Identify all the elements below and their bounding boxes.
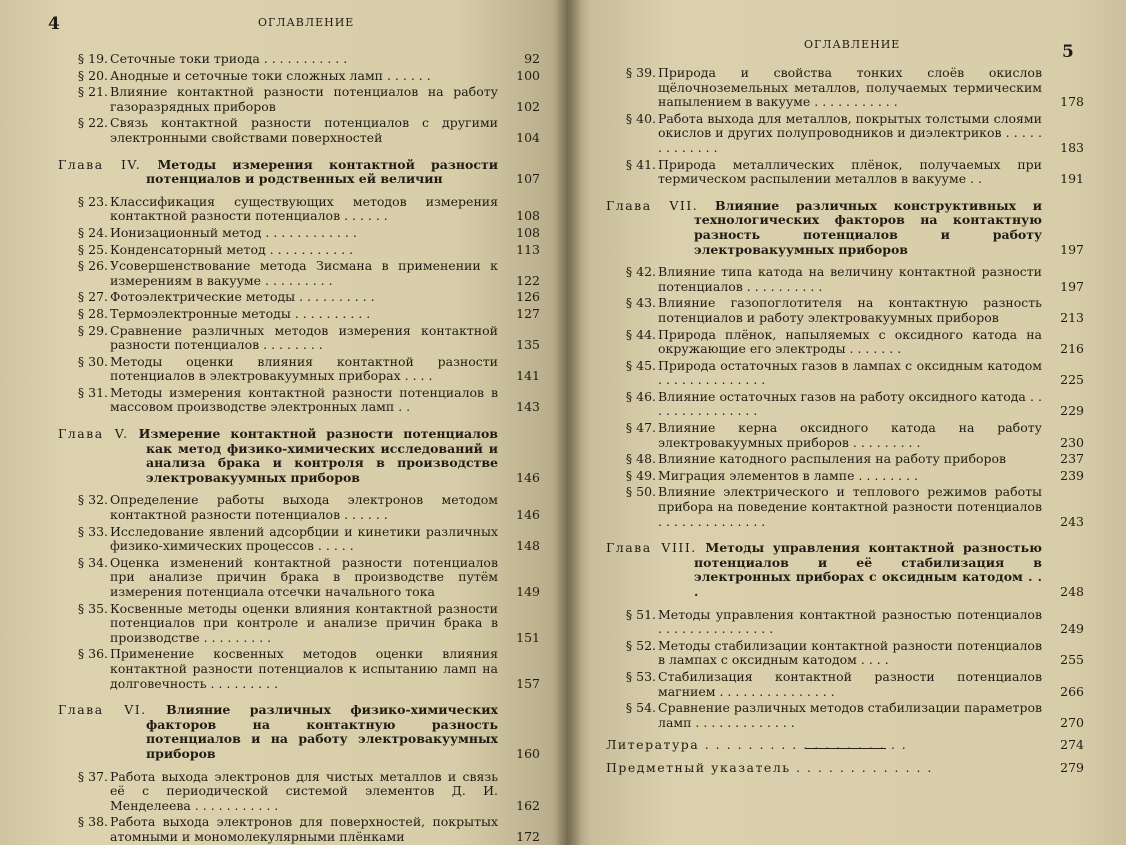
toc-section-entry (58, 52, 540, 67)
entry-title: Ионизационный метод . . . . . . . . . . . . (110, 224, 357, 240)
page-ref: 225 (1060, 372, 1084, 388)
toc-section-entry (58, 195, 540, 224)
toc-chapter-entry (58, 703, 540, 761)
section-number: § 19. (77, 51, 108, 66)
chapter-label: Глава IV. (58, 156, 142, 172)
section-number: § 52. (625, 637, 656, 653)
toc-section-entry (606, 452, 1084, 467)
toc-section-entry (58, 556, 540, 600)
entry-title: Применение косвенных методов оценки влияния контактной разности потенциалов к испытанию ламп на долговечность . . . . . . . . . (110, 646, 498, 691)
entry-title: Влияние катодного распыления на работу приборов (658, 451, 1007, 467)
page-ref: 143 (516, 399, 540, 415)
page-ref: 197 (1060, 241, 1084, 257)
entry-title: Влияние керна оксидного катода на работу электровакуумных приборов . . . . . . . . . (658, 420, 1042, 450)
section-number: § 27. (77, 289, 108, 305)
entry-title: Природа остаточных газов в лампах с оксидным катодом . . . . . . . . . . . . . . (658, 357, 1042, 388)
toc-section-entry (606, 670, 1084, 699)
page-ref: 157 (516, 675, 540, 691)
chapter-text: Методы управления контактной разностью потенциалов и её стабилизация в электронных приборах с оксидным катодом . . . (694, 540, 1042, 599)
entry-title: Природа металлических плёнок, получаемых при термическом распылении металлов в вакууме . . (658, 156, 1042, 187)
entry-title: Конденсаторный метод . . . . . . . . . . . (110, 241, 354, 257)
toc-chapter-entry (58, 427, 540, 485)
entry-title: Методы измерения контактной разности потенциалов в массовом производстве электронных ламп . . (110, 384, 498, 415)
page-ref: 243 (1060, 513, 1084, 529)
entry-title: Сравнение различных методов измерения контактной разности потенциалов . . . . . . . . (110, 322, 498, 353)
toc-section-entry (606, 639, 1084, 668)
page-ref: 191 (1060, 171, 1084, 187)
entry-title: Фотоэлектрические методы . . . . . . . . . . (110, 289, 375, 305)
toc-section-entry (58, 355, 540, 384)
toc-section-entry (606, 112, 1084, 156)
chapter-title (58, 427, 540, 485)
toc-section-entry (58, 324, 540, 353)
page-ref: 172 (516, 828, 540, 844)
entry-title: Связь контактной разности потенциалов с другими электронными свойствами поверхностей (110, 115, 498, 145)
section-number: § 31. (77, 384, 108, 400)
page-ref: 108 (516, 224, 540, 240)
chapter-text: Методы измерения контактной разности потенциалов и родственных ей величин (146, 156, 498, 187)
section-number: § 38. (77, 814, 108, 830)
entry-title: Оценка изменений контактной разности потенциалов при анализе причин брака в производстве путём измерения потенциала отсечки начального тока (110, 554, 498, 599)
page-ref: 230 (1060, 434, 1084, 450)
section-number: § 51. (625, 606, 656, 622)
page-ref: 183 (1060, 139, 1084, 155)
section-number: § 40. (625, 110, 656, 126)
section-number: § 20. (77, 67, 108, 83)
section-number: § 46. (625, 388, 656, 404)
page-ref: 151 (516, 629, 540, 645)
entry-title: Методы стабилизации контактной разности потенциалов в лампах с оксидным катодом . . . . (658, 637, 1042, 668)
toc-chapter-entry (58, 158, 540, 187)
section-number: § 47. (625, 420, 656, 436)
page-number: 4 (48, 14, 60, 34)
page-ref: 146 (516, 469, 540, 485)
toc-section-entry (58, 815, 540, 844)
entry-title: Влияние типа катода на величину контактной разности потенциалов . . . . . . . . . . (658, 264, 1042, 294)
chapter-title (606, 541, 1084, 599)
page-ref: 255 (1060, 652, 1084, 668)
section-number: § 32. (77, 492, 108, 508)
entry-title: Работа выхода электронов для поверхностей, покрытых атомными и мономолекулярными плёнками (110, 814, 498, 844)
book-gutter (556, 0, 582, 845)
page-ref: 126 (516, 289, 540, 305)
toc-section-entry (58, 290, 540, 305)
entry-title: Исследование явлений адсорбции и кинетики различных физико-химических процессов . . . . . (110, 523, 498, 554)
section-number: § 36. (77, 646, 108, 662)
entry-title: Природа и свойства тонких слоёв окислов щёлочноземельных металлов, получаемых термическим напылением в вакууме . . . . . . . . . . . (658, 65, 1042, 110)
page-ref: 122 (516, 272, 540, 288)
section-number: § 54. (625, 700, 656, 716)
entry-title: Методы управления контактной разностью потенциалов . . . . . . . . . . . . . . . (658, 606, 1042, 637)
chapter-title (606, 199, 1084, 257)
section-number: § 33. (77, 523, 108, 539)
entry-title: Миграция элементов в лампе . . . . . . . . (658, 467, 919, 483)
section-number: § 22. (77, 115, 108, 131)
page-ref: 107 (516, 171, 540, 187)
page-ref: 141 (516, 368, 540, 384)
entry-title: Работа выхода электронов для чистых металлов и связь её с периодической системой элементов Д. И. Менделеева . . . . . . . . . . . (110, 768, 498, 813)
page-ref: 237 (1060, 451, 1084, 467)
toc-list-left (58, 52, 540, 845)
toc-section-entry (58, 602, 540, 646)
page-ref: 146 (516, 507, 540, 523)
closing-rule (806, 748, 886, 749)
running-head: ОГЛАВЛЕНИЕ (804, 38, 901, 51)
toc-section-entry (606, 390, 1084, 419)
section-number: § 44. (625, 326, 656, 342)
section-number: § 39. (625, 65, 656, 80)
entry-title: Влияние электрического и теплового режимов работы прибора на поведение контактной разности потенциалов . . . . . . . . . . . . . . (658, 484, 1042, 529)
page-ref: 92 (524, 51, 540, 66)
section-number: § 34. (77, 554, 108, 570)
chapter-text: Влияние различных конструктивных и технологических факторов на контактную разность потенциалов и работу электровакуумных приборов (694, 197, 1043, 257)
entry-title: Косвенные методы оценки влияния контактной разности потенциалов при контроле и анализе причин брака в производстве . . . . . . . . . (110, 600, 498, 645)
page-ref: 248 (1060, 584, 1084, 599)
right-page (568, 0, 1126, 845)
page-ref: 148 (516, 538, 540, 554)
section-number: § 45. (625, 357, 656, 373)
chapter-label: Глава V. (58, 426, 129, 442)
entry-title: Влияние остаточных газов на работу оксидного катода . . . . . . . . . . . . . . . (658, 388, 1042, 419)
page-ref: 213 (1060, 309, 1084, 325)
page-ref: 266 (1060, 683, 1084, 699)
entry-title: Литература . . . . . . . . . . . . . . . . . . . (606, 737, 908, 753)
section-number: § 26. (77, 258, 108, 274)
toc-list-right (606, 66, 1084, 778)
page-number: 5 (1062, 42, 1074, 62)
page-ref: 216 (1060, 341, 1084, 357)
entry-title: Природа плёнок, напыляемых с оксидного катода на окружающие его электроды . . . . . . . (658, 326, 1042, 357)
entry-title: Сеточные токи триода . . . . . . . . . . . (110, 51, 348, 66)
chapter-label: Глава VIII. (606, 540, 697, 556)
toc-section-entry (606, 701, 1084, 730)
section-number: § 24. (77, 224, 108, 240)
toc-section-entry (58, 493, 540, 522)
section-number: § 53. (625, 668, 656, 684)
toc-section-entry (58, 647, 540, 691)
page-ref: 279 (1060, 759, 1084, 775)
section-number: § 28. (77, 305, 108, 321)
toc-section-entry (58, 226, 540, 241)
section-number: § 30. (77, 353, 108, 369)
running-head: ОГЛАВЛЕНИЕ (258, 16, 355, 29)
section-number: § 37. (77, 768, 108, 784)
page-ref: 197 (1060, 278, 1084, 294)
toc-section-entry (606, 608, 1084, 637)
toc-section-entry (58, 525, 540, 554)
toc-chapter-entry (606, 199, 1084, 257)
page-ref: 270 (1060, 714, 1084, 730)
entry-title: Предметный указатель . . . . . . . . . . . . . (606, 759, 933, 775)
entry-title: Стабилизация контактной разности потенциалов магнием . . . . . . . . . . . . . . . (658, 668, 1042, 699)
entry-title: Методы оценки влияния контактной разности потенциалов в электровакуумных приборах . . . . (110, 353, 498, 384)
chapter-text: Влияние различных физико-химических факторов на контактную разность потенциалов и на работу электровакуумных приборов (146, 702, 498, 761)
toc-section-entry (606, 328, 1084, 357)
toc-section-entry (58, 243, 540, 258)
toc-section-entry (58, 770, 540, 814)
section-number: § 41. (625, 156, 656, 172)
chapter-title (58, 158, 540, 187)
chapter-text: Измерение контактной разности потенциалов как метод физико-химических исследований и анализа брака и контроля в производстве электровакуумных приборов (138, 426, 498, 485)
entry-title: Влияние газопоглотителя на контактную разность потенциалов и работу электровакуумных приборов (658, 295, 1042, 325)
toc-section-entry (606, 359, 1084, 388)
entry-title: Влияние контактной разности потенциалов на работу газоразрядных приборов (110, 84, 498, 114)
toc-section-entry (58, 116, 540, 145)
chapter-label: Глава VI. (58, 702, 147, 718)
entry-title: Анодные и сеточные токи сложных ламп . . . . . . (110, 67, 431, 83)
page-ref: 149 (516, 584, 540, 599)
toc-section-entry (606, 66, 1084, 110)
page-ref: 104 (516, 129, 540, 145)
toc-section-entry (58, 386, 540, 415)
toc-section-entry (58, 307, 540, 322)
section-number: § 29. (77, 322, 108, 338)
toc-plain-entry (606, 738, 1084, 753)
page-ref: 160 (516, 745, 540, 761)
section-number: § 43. (625, 295, 656, 311)
section-number: § 42. (625, 264, 656, 280)
section-number: § 50. (625, 484, 656, 500)
toc-section-entry (606, 469, 1084, 484)
toc-section-entry (606, 158, 1084, 187)
entry-title: Работа выхода для металлов, покрытых толстыми слоями окислов и других полупроводников и диэлектриков . . . . . . . . . . . . . (658, 110, 1042, 155)
page-ref: 239 (1060, 467, 1084, 483)
page-ref: 127 (516, 305, 540, 321)
toc-section-entry (58, 85, 540, 114)
page-ref: 274 (1060, 737, 1084, 753)
toc-section-entry (606, 296, 1084, 325)
toc-section-entry (606, 265, 1084, 294)
page-ref: 100 (516, 67, 540, 83)
page-ref: 135 (516, 337, 540, 353)
section-number: § 21. (77, 84, 108, 100)
page-ref: 249 (1060, 621, 1084, 637)
toc-section-entry (606, 421, 1084, 450)
page-ref: 108 (516, 208, 540, 224)
section-number: § 49. (625, 467, 656, 483)
toc-section-entry (606, 485, 1084, 529)
entry-title: Сравнение различных методов стабилизации параметров ламп . . . . . . . . . . . . . (658, 700, 1043, 730)
section-number: § 25. (77, 241, 108, 257)
chapter-label: Глава VII. (606, 197, 699, 213)
section-number: § 35. (77, 600, 108, 616)
toc-section-entry (58, 69, 540, 84)
entry-title: Термоэлектронные методы . . . . . . . . . . (110, 305, 371, 321)
entry-title: Классификация существующих методов измерения контактной разности потенциалов . . . . . . (110, 193, 498, 224)
toc-chapter-entry (606, 541, 1084, 599)
page-ref: 229 (1060, 403, 1084, 419)
section-number: § 48. (625, 451, 656, 467)
chapter-title (58, 703, 540, 761)
toc-plain-entry (606, 761, 1084, 776)
page-ref: 178 (1060, 94, 1084, 110)
page-ref: 162 (516, 797, 540, 813)
page-ref: 102 (516, 98, 540, 114)
toc-section-entry (58, 259, 540, 288)
entry-title: Усовершенствование метода Зисмана в применении к измерениям в вакууме . . . . . . . . . (110, 258, 498, 288)
page-ref: 113 (516, 241, 540, 257)
entry-title: Определение работы выхода электронов методом контактной разности потенциалов . . . . . . (110, 492, 498, 523)
section-number: § 23. (77, 193, 108, 209)
